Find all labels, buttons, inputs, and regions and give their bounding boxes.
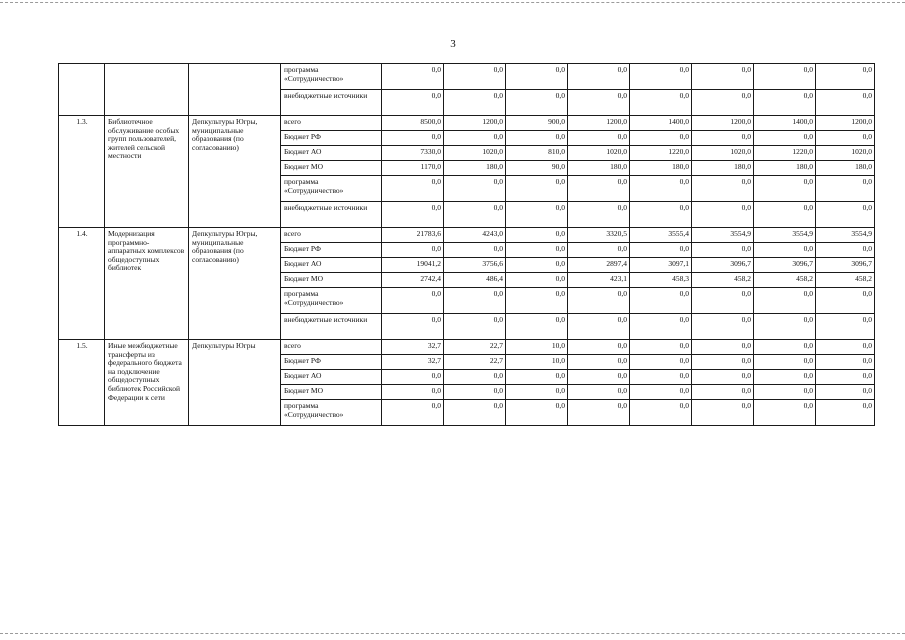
value-cell: 0,0 bbox=[568, 355, 630, 370]
value-cell: 0,0 bbox=[692, 90, 754, 116]
value-cell: 0,0 bbox=[506, 202, 568, 228]
value-cell: 1020,0 bbox=[692, 146, 754, 161]
value-cell: 90,0 bbox=[506, 161, 568, 176]
value-cell: 0,0 bbox=[816, 400, 875, 426]
value-cell: 0,0 bbox=[630, 355, 692, 370]
value-cell: 0,0 bbox=[506, 258, 568, 273]
value-cell: 486,4 bbox=[444, 273, 506, 288]
funding-source: всего bbox=[281, 116, 382, 131]
value-cell: 180,0 bbox=[568, 161, 630, 176]
value-cell: 0,0 bbox=[630, 400, 692, 426]
value-cell: 0,0 bbox=[382, 288, 444, 314]
funding-source: Бюджет МО bbox=[281, 161, 382, 176]
funding-source: внебюджетные источники bbox=[281, 314, 382, 340]
scan-edge-top bbox=[0, 2, 905, 3]
value-cell: 0,0 bbox=[692, 385, 754, 400]
value-cell: 0,0 bbox=[816, 314, 875, 340]
funding-source: Бюджет РФ bbox=[281, 243, 382, 258]
item-number: 1.3. bbox=[59, 116, 105, 228]
item-number: 1.4. bbox=[59, 228, 105, 340]
value-cell: 0,0 bbox=[568, 202, 630, 228]
value-cell: 22,7 bbox=[444, 355, 506, 370]
value-cell: 180,0 bbox=[754, 161, 816, 176]
value-cell: 0,0 bbox=[630, 64, 692, 90]
item-name: Иные межбюджетные трансферты из федерального бюджета на подключение общедоступных библиотек Российской Федерации к сети bbox=[105, 340, 189, 426]
value-cell: 0,0 bbox=[816, 355, 875, 370]
item-executor: Депкультуры Югры, муниципальные образования (по согласованию) bbox=[189, 228, 281, 340]
value-cell: 21783,6 bbox=[382, 228, 444, 243]
value-cell: 0,0 bbox=[630, 90, 692, 116]
value-cell: 0,0 bbox=[754, 340, 816, 355]
budget-table bbox=[58, 63, 875, 426]
value-cell: 0,0 bbox=[568, 288, 630, 314]
value-cell: 0,0 bbox=[444, 202, 506, 228]
value-cell: 0,0 bbox=[506, 288, 568, 314]
value-cell: 0,0 bbox=[382, 243, 444, 258]
value-cell: 3554,9 bbox=[816, 228, 875, 243]
value-cell: 0,0 bbox=[754, 355, 816, 370]
value-cell: 0,0 bbox=[568, 64, 630, 90]
value-cell: 1200,0 bbox=[444, 116, 506, 131]
value-cell: 0,0 bbox=[444, 176, 506, 202]
value-cell: 0,0 bbox=[382, 202, 444, 228]
value-cell: 458,2 bbox=[754, 273, 816, 288]
value-cell: 0,0 bbox=[754, 370, 816, 385]
value-cell: 180,0 bbox=[630, 161, 692, 176]
value-cell: 0,0 bbox=[630, 288, 692, 314]
value-cell: 1170,0 bbox=[382, 161, 444, 176]
item-number: 1.5. bbox=[59, 340, 105, 426]
value-cell: 0,0 bbox=[506, 64, 568, 90]
value-cell: 0,0 bbox=[382, 90, 444, 116]
value-cell: 22,7 bbox=[444, 340, 506, 355]
value-cell: 0,0 bbox=[568, 400, 630, 426]
value-cell: 3554,9 bbox=[692, 228, 754, 243]
value-cell: 180,0 bbox=[692, 161, 754, 176]
value-cell: 0,0 bbox=[506, 273, 568, 288]
value-cell: 0,0 bbox=[816, 385, 875, 400]
value-cell: 458,3 bbox=[630, 273, 692, 288]
value-cell: 0,0 bbox=[692, 131, 754, 146]
value-cell: 0,0 bbox=[754, 288, 816, 314]
value-cell: 1020,0 bbox=[816, 146, 875, 161]
value-cell: 0,0 bbox=[382, 131, 444, 146]
value-cell: 10,0 bbox=[506, 355, 568, 370]
table-row bbox=[59, 340, 875, 355]
funding-source: внебюджетные источники bbox=[281, 90, 382, 116]
value-cell: 0,0 bbox=[692, 314, 754, 340]
value-cell: 1020,0 bbox=[444, 146, 506, 161]
value-cell: 1200,0 bbox=[692, 116, 754, 131]
value-cell: 0,0 bbox=[568, 385, 630, 400]
item-name: Модернизация программно-аппаратных комплексов общедоступных библиотек bbox=[105, 228, 189, 340]
value-cell: 0,0 bbox=[382, 385, 444, 400]
funding-source: Бюджет МО bbox=[281, 273, 382, 288]
value-cell: 0,0 bbox=[816, 176, 875, 202]
funding-source: Бюджет АО bbox=[281, 370, 382, 385]
value-cell: 32,7 bbox=[382, 340, 444, 355]
value-cell: 0,0 bbox=[754, 176, 816, 202]
value-cell: 2897,4 bbox=[568, 258, 630, 273]
value-cell: 0,0 bbox=[630, 370, 692, 385]
value-cell: 0,0 bbox=[382, 370, 444, 385]
value-cell: 810,0 bbox=[506, 146, 568, 161]
funding-source: программа «Сотрудничество» bbox=[281, 64, 382, 90]
table-body bbox=[59, 64, 875, 426]
value-cell: 8500,0 bbox=[382, 116, 444, 131]
item-number bbox=[59, 64, 105, 116]
funding-source: программа «Сотрудничество» bbox=[281, 176, 382, 202]
funding-source: программа «Сотрудничество» bbox=[281, 288, 382, 314]
value-cell: 0,0 bbox=[444, 400, 506, 426]
value-cell: 0,0 bbox=[444, 90, 506, 116]
value-cell: 0,0 bbox=[692, 355, 754, 370]
value-cell: 1200,0 bbox=[568, 116, 630, 131]
funding-source: внебюджетные источники bbox=[281, 202, 382, 228]
value-cell: 3096,7 bbox=[692, 258, 754, 273]
value-cell: 0,0 bbox=[568, 243, 630, 258]
value-cell: 0,0 bbox=[754, 64, 816, 90]
value-cell: 10,0 bbox=[506, 340, 568, 355]
value-cell: 19041,2 bbox=[382, 258, 444, 273]
item-name: Библиотечное обслуживание особых групп пользователей, жителей сельской местности bbox=[105, 116, 189, 228]
value-cell: 0,0 bbox=[382, 176, 444, 202]
value-cell: 0,0 bbox=[692, 370, 754, 385]
value-cell: 0,0 bbox=[506, 90, 568, 116]
item-executor bbox=[189, 64, 281, 116]
value-cell: 0,0 bbox=[444, 243, 506, 258]
value-cell: 0,0 bbox=[506, 314, 568, 340]
value-cell: 0,0 bbox=[568, 90, 630, 116]
scan-edge-bottom bbox=[0, 633, 905, 634]
value-cell: 3096,7 bbox=[816, 258, 875, 273]
funding-source: Бюджет РФ bbox=[281, 355, 382, 370]
value-cell: 0,0 bbox=[630, 243, 692, 258]
value-cell: 3554,9 bbox=[754, 228, 816, 243]
value-cell: 1400,0 bbox=[630, 116, 692, 131]
value-cell: 458,2 bbox=[816, 273, 875, 288]
value-cell: 0,0 bbox=[754, 243, 816, 258]
funding-source: Бюджет МО bbox=[281, 385, 382, 400]
funding-source: всего bbox=[281, 228, 382, 243]
value-cell: 1400,0 bbox=[754, 116, 816, 131]
value-cell: 0,0 bbox=[692, 340, 754, 355]
value-cell: 0,0 bbox=[754, 90, 816, 116]
value-cell: 0,0 bbox=[568, 340, 630, 355]
table-row bbox=[59, 228, 875, 243]
value-cell: 0,0 bbox=[630, 385, 692, 400]
item-executor: Депкультуры Югры bbox=[189, 340, 281, 426]
value-cell: 7330,0 bbox=[382, 146, 444, 161]
value-cell: 0,0 bbox=[444, 385, 506, 400]
value-cell: 0,0 bbox=[568, 314, 630, 340]
value-cell: 0,0 bbox=[816, 243, 875, 258]
value-cell: 0,0 bbox=[444, 370, 506, 385]
value-cell: 0,0 bbox=[568, 370, 630, 385]
value-cell: 0,0 bbox=[816, 370, 875, 385]
item-name bbox=[105, 64, 189, 116]
value-cell: 0,0 bbox=[816, 64, 875, 90]
value-cell: 0,0 bbox=[568, 176, 630, 202]
value-cell: 0,0 bbox=[754, 314, 816, 340]
value-cell: 0,0 bbox=[692, 176, 754, 202]
value-cell: 0,0 bbox=[506, 176, 568, 202]
value-cell: 0,0 bbox=[692, 64, 754, 90]
table-row bbox=[59, 116, 875, 131]
value-cell: 0,0 bbox=[630, 176, 692, 202]
value-cell: 3756,6 bbox=[444, 258, 506, 273]
value-cell: 0,0 bbox=[692, 288, 754, 314]
value-cell: 0,0 bbox=[754, 385, 816, 400]
item-executor: Депкультуры Югры, муниципальные образования (по согласованию) bbox=[189, 116, 281, 228]
value-cell: 0,0 bbox=[630, 340, 692, 355]
value-cell: 0,0 bbox=[754, 131, 816, 146]
value-cell: 0,0 bbox=[382, 314, 444, 340]
value-cell: 1220,0 bbox=[754, 146, 816, 161]
funding-source: программа «Сотрудничество» bbox=[281, 400, 382, 426]
value-cell: 0,0 bbox=[692, 202, 754, 228]
value-cell: 0,0 bbox=[506, 243, 568, 258]
value-cell: 0,0 bbox=[630, 131, 692, 146]
value-cell: 0,0 bbox=[816, 288, 875, 314]
funding-source: Бюджет РФ bbox=[281, 131, 382, 146]
value-cell: 0,0 bbox=[506, 370, 568, 385]
funding-source: Бюджет АО bbox=[281, 258, 382, 273]
value-cell: 0,0 bbox=[568, 131, 630, 146]
value-cell: 0,0 bbox=[692, 400, 754, 426]
value-cell: 1200,0 bbox=[816, 116, 875, 131]
value-cell: 3096,7 bbox=[754, 258, 816, 273]
value-cell: 0,0 bbox=[444, 131, 506, 146]
value-cell: 0,0 bbox=[630, 202, 692, 228]
value-cell: 32,7 bbox=[382, 355, 444, 370]
table-row bbox=[59, 64, 875, 90]
value-cell: 0,0 bbox=[382, 64, 444, 90]
value-cell: 0,0 bbox=[816, 202, 875, 228]
value-cell: 3555,4 bbox=[630, 228, 692, 243]
value-cell: 0,0 bbox=[754, 202, 816, 228]
value-cell: 0,0 bbox=[506, 385, 568, 400]
funding-source: всего bbox=[281, 340, 382, 355]
value-cell: 3320,5 bbox=[568, 228, 630, 243]
value-cell: 0,0 bbox=[816, 131, 875, 146]
value-cell: 0,0 bbox=[630, 314, 692, 340]
value-cell: 0,0 bbox=[816, 340, 875, 355]
value-cell: 180,0 bbox=[444, 161, 506, 176]
value-cell: 423,1 bbox=[568, 273, 630, 288]
value-cell: 0,0 bbox=[692, 243, 754, 258]
value-cell: 0,0 bbox=[506, 131, 568, 146]
value-cell: 0,0 bbox=[444, 288, 506, 314]
value-cell: 3097,1 bbox=[630, 258, 692, 273]
value-cell: 0,0 bbox=[506, 400, 568, 426]
value-cell: 0,0 bbox=[816, 90, 875, 116]
value-cell: 0,0 bbox=[754, 400, 816, 426]
value-cell: 1020,0 bbox=[568, 146, 630, 161]
value-cell: 0,0 bbox=[382, 400, 444, 426]
value-cell: 0,0 bbox=[506, 228, 568, 243]
value-cell: 2742,4 bbox=[382, 273, 444, 288]
value-cell: 0,0 bbox=[444, 314, 506, 340]
funding-source: Бюджет АО bbox=[281, 146, 382, 161]
value-cell: 180,0 bbox=[816, 161, 875, 176]
value-cell: 4243,0 bbox=[444, 228, 506, 243]
value-cell: 458,2 bbox=[692, 273, 754, 288]
page-number: 3 bbox=[450, 38, 456, 50]
value-cell: 0,0 bbox=[444, 64, 506, 90]
value-cell: 1220,0 bbox=[630, 146, 692, 161]
value-cell: 900,0 bbox=[506, 116, 568, 131]
